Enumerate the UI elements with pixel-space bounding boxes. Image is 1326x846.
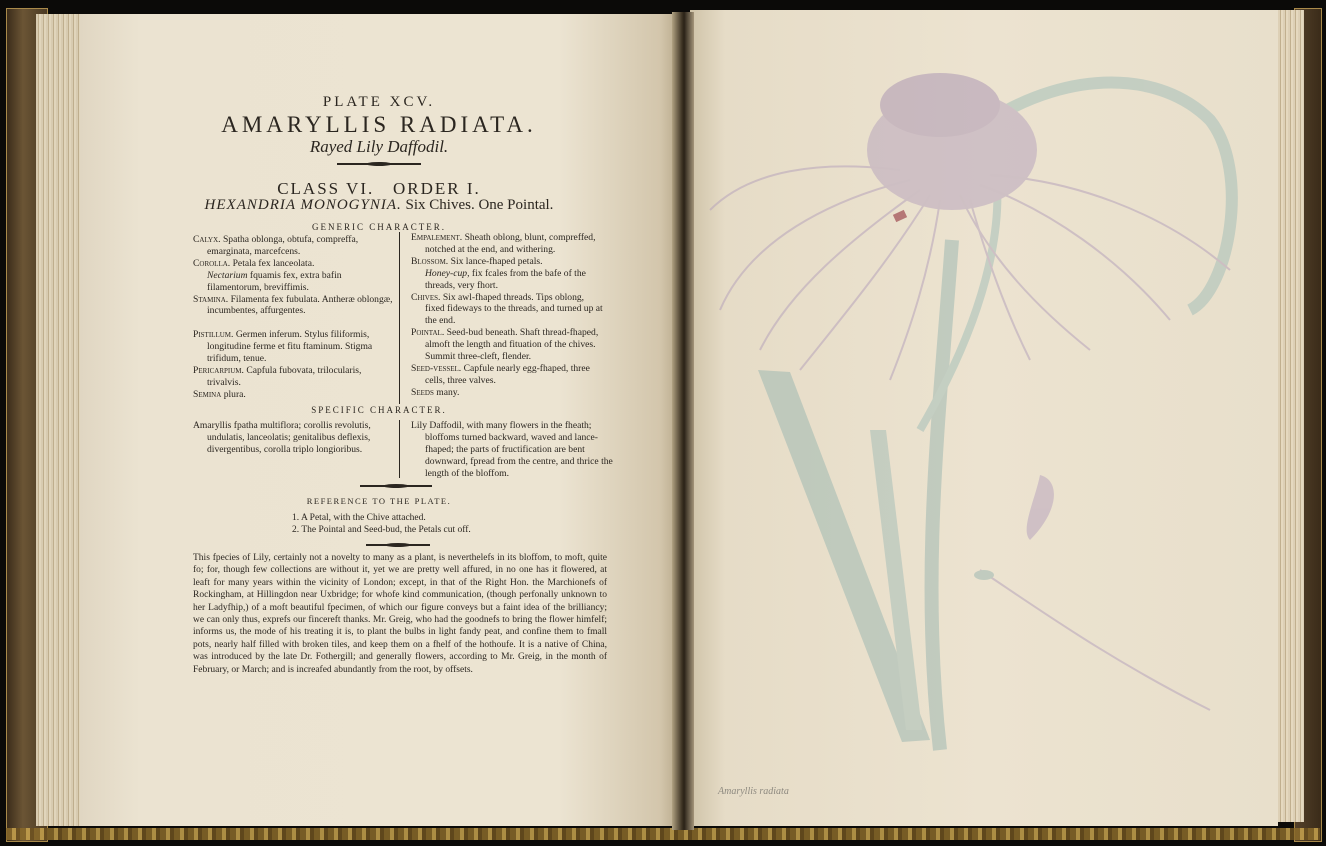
generic-latin-entry: Semina plura. bbox=[193, 388, 246, 400]
generic-english-entry: Honey-cup, fix fcales from the bafe of the threads, very fhort. bbox=[425, 267, 586, 291]
reference-heading: REFERENCE TO THE PLATE. bbox=[306, 496, 452, 506]
page-title: AMARYLLIS RADIATA. bbox=[221, 112, 537, 137]
page-edges-right bbox=[1278, 10, 1304, 822]
class-name-english: Six Chives. One Pointal. bbox=[401, 197, 554, 213]
generic-english-entry: Chives. Six awl-fhaped threads. Tips oblong, fixed fideways to the threads, and turned up at the end. bbox=[411, 291, 603, 327]
ornament-divider bbox=[360, 485, 432, 487]
body-paragraph: This fpecies of Lily, certainly not a novelty to many as a plant, is neverthelefs in its bloffom, to moft, quite fo; for, though few collections are without it, yet we are pretty well affured, in no one has it flowered, at leaft for many years within the vicinity of London; except, in that of the Right Hon. the Marchionefs of Rockingham, at Hillingdon near Uxbridge; for whofe kind communication, (though perfonally unknown to her Ladyfhip,) of a moft beautiful fpecimen, of which our figure conveys but a faint idea of the brilliancy; we can only thus, exprefs our fincereft thanks. Mr. Greig, who had the goodnefs to bring the flower himfelf; informs us, the mode of his treating it is, to plant the bulbs in light fandy peat, and confine them to fmall pots, nearly half filled with broken tiles, and keep them on a fhelf of the hothoufe. It is a native of China, was introduced by the late Dr. Fothergill; and generally flowers, according to Mr. Greig, in the month of February, or March; and is increafed abundantly from the root, by offsets. bbox=[193, 553, 607, 675]
illustration-caption: Amaryllis radiata bbox=[718, 786, 789, 797]
generic-latin-column bbox=[193, 234, 393, 401]
column-divider bbox=[399, 232, 400, 404]
specific-english-text: Lily Daffodil, with many flowers in the fheath; bloffoms turned backward, waved and lance-fhaped; the parts of fructification are bent downward, fpread from the centre, and thrice the length of the bloffom. bbox=[411, 420, 613, 479]
generic-character-heading: GENERIC CHARACTER. bbox=[311, 222, 446, 232]
ornament-divider bbox=[366, 544, 430, 546]
generic-english-entry: Pointal. Seed-bud beneath. Shaft thread-fhaped, almoft the length and fituation of the chives. Summit three-cleft, flender. bbox=[411, 327, 599, 363]
page-subtitle: Rayed Lily Daffodil. bbox=[309, 137, 449, 156]
seed-bud-detail bbox=[974, 570, 994, 580]
generic-latin-entry: Corolla. Petala fex lanceolata. bbox=[193, 257, 315, 269]
amaryllis-illustration bbox=[690, 10, 1278, 826]
specific-character-heading: SPECIFIC CHARACTER. bbox=[311, 405, 447, 415]
class-name-latin: HEXANDRIA MONOGYNIA. bbox=[204, 197, 402, 213]
generic-latin-entry: Pistillum. Germen inferum. Stylus filiformis, longitudine ferme et fitu ftaminum. Stigma trifidum, tenue. bbox=[193, 329, 373, 365]
generic-english-entry: Seeds many. bbox=[411, 386, 460, 398]
generic-english-column bbox=[411, 232, 605, 399]
class-name-line bbox=[80, 197, 678, 214]
plate-number: PLATE XCV. bbox=[322, 94, 436, 110]
flower-head bbox=[880, 73, 1000, 137]
ornament-divider bbox=[337, 163, 421, 165]
pointal-detail bbox=[980, 570, 1210, 710]
gilt-border bbox=[6, 828, 1320, 840]
generic-latin-entry: Stamina. Filamenta fex fubulata. Antheræ oblongæ, incumbentes, affurgentes. bbox=[193, 293, 393, 317]
flower-stalk bbox=[932, 240, 952, 750]
generic-english-entry: Empalement. Sheath oblong, blunt, compreffed, notched at the end, and withering. bbox=[411, 232, 596, 255]
reference-item: 2. The Pointal and Seed-bud, the Petals cut off. bbox=[292, 525, 471, 535]
class-order-line: CLASS VI. ORDER I. bbox=[277, 179, 481, 198]
generic-english-entry: Blossom. Six lance-fhaped petals. bbox=[411, 255, 543, 267]
curved-leaf bbox=[990, 83, 1232, 311]
generic-latin-entry: Calyx. Spatha oblonga, obtufa, compreffa, emarginata, marcefcens. bbox=[193, 234, 359, 257]
specific-latin-text: Amaryllis fpatha multiflora; corollis revolutis, undulatis, lanceolatis; genitalibus deflexis, divergentibus, corolla triplo longioribus. bbox=[193, 420, 371, 455]
reference-item: 1. A Petal, with the Chive attached. bbox=[292, 513, 426, 523]
reference-list bbox=[292, 512, 471, 536]
column-divider bbox=[399, 420, 400, 478]
generic-latin-entry: Pericarpium. Capfula fubovata, trilocularis, trivalvis. bbox=[193, 365, 362, 388]
generic-english-entry: Seed-vessel. Capfule nearly egg-fhaped, three cells, three valves. bbox=[411, 362, 590, 386]
accent-mark bbox=[893, 210, 907, 222]
generic-latin-entry: Nectarium fquamis fex, extra bafin filamentorum, breviffimis. bbox=[207, 269, 342, 293]
petal-detail bbox=[1027, 475, 1054, 540]
